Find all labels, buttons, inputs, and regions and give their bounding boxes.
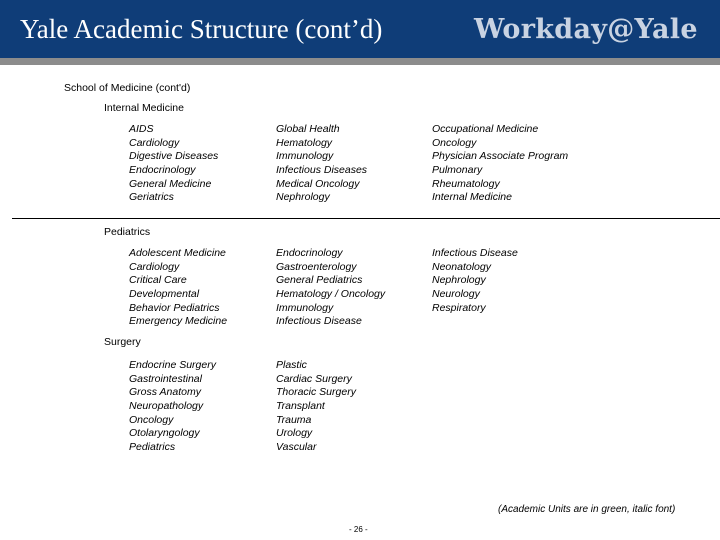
list-item: Neuropathology bbox=[129, 400, 204, 413]
list-item: Endocrine Surgery bbox=[129, 359, 216, 371]
list-item: Cardiology bbox=[129, 136, 180, 149]
section-title-pediatrics: Pediatrics bbox=[104, 226, 151, 238]
list-item: Rheumatology bbox=[432, 177, 500, 190]
list-item: Respiratory bbox=[432, 301, 486, 314]
list-item: Endocrinology bbox=[129, 164, 196, 177]
pediatrics-column-3 bbox=[432, 247, 518, 315]
workday-yale-logo: Workday@Yale bbox=[474, 14, 698, 45]
list-item: Oncology bbox=[129, 413, 174, 426]
pediatrics-column-2 bbox=[276, 247, 385, 329]
internal-medicine-column-3 bbox=[432, 123, 568, 205]
list-item: Emergency Medicine bbox=[129, 315, 228, 328]
section-title-surgery: Surgery bbox=[104, 336, 141, 348]
list-item: Infectious Disease bbox=[276, 315, 362, 328]
list-item: Immunology bbox=[276, 150, 334, 163]
list-item: Thoracic Surgery bbox=[276, 386, 356, 399]
list-item: Urology bbox=[276, 427, 313, 440]
surgery-column-2 bbox=[276, 359, 356, 455]
list-item: Hematology / Oncology bbox=[276, 288, 386, 301]
internal-medicine-column-2 bbox=[276, 123, 367, 205]
list-item: Pulmonary bbox=[432, 164, 483, 177]
list-item: Cardiology bbox=[129, 260, 180, 273]
list-item: Gross Anatomy bbox=[129, 386, 201, 399]
list-item: Infectious Diseases bbox=[276, 164, 368, 177]
list-item: Transplant bbox=[276, 400, 325, 413]
school-title: School of Medicine (cont'd) bbox=[64, 82, 191, 94]
list-item: Vascular bbox=[276, 441, 317, 454]
list-item: Trauma bbox=[276, 413, 312, 426]
footnote: (Academic Units are in green, italic font) bbox=[498, 504, 676, 515]
list-item: Nephrology bbox=[432, 274, 486, 287]
list-item: Pediatrics bbox=[129, 441, 176, 454]
surgery-column-1 bbox=[129, 359, 216, 455]
list-item: Critical Care bbox=[129, 274, 187, 287]
list-item: Infectious Disease bbox=[432, 247, 518, 259]
list-item: Immunology bbox=[276, 301, 334, 314]
list-item: Internal Medicine bbox=[432, 191, 512, 204]
internal-medicine-column-1 bbox=[129, 123, 218, 205]
section-divider bbox=[12, 218, 720, 219]
header-bar bbox=[0, 0, 720, 58]
list-item: Otolaryngology bbox=[129, 427, 200, 440]
list-item: Geriatrics bbox=[129, 191, 174, 204]
list-item: Nephrology bbox=[276, 191, 330, 204]
list-item: Gastroenterology bbox=[276, 260, 357, 273]
list-item: Physician Associate Program bbox=[432, 150, 569, 163]
page-title: Yale Academic Structure (cont’d) bbox=[20, 14, 383, 44]
list-item: Neurology bbox=[432, 288, 480, 301]
list-item: Adolescent Medicine bbox=[129, 247, 226, 259]
list-item: Digestive Diseases bbox=[129, 150, 219, 163]
section-title-internal-medicine: Internal Medicine bbox=[104, 102, 184, 114]
list-item: Neonatology bbox=[432, 260, 491, 273]
list-item: Occupational Medicine bbox=[432, 123, 539, 135]
list-item: Behavior Pediatrics bbox=[129, 301, 220, 314]
list-item: Developmental bbox=[129, 288, 200, 301]
list-item: Cardiac Surgery bbox=[276, 372, 352, 385]
page-number: - 26 - bbox=[349, 525, 368, 534]
list-item: General Pediatrics bbox=[276, 274, 363, 287]
list-item: Endocrinology bbox=[276, 247, 343, 259]
list-item: Plastic bbox=[276, 359, 307, 371]
list-item: General Medicine bbox=[129, 177, 212, 190]
list-item: Gastrointestinal bbox=[129, 372, 202, 385]
list-item: Global Health bbox=[276, 123, 340, 135]
list-item: Hematology bbox=[276, 136, 333, 149]
header-stripe bbox=[0, 58, 720, 65]
list-item: Medical Oncology bbox=[276, 177, 360, 190]
list-item: AIDS bbox=[129, 123, 154, 135]
list-item: Oncology bbox=[432, 136, 477, 149]
pediatrics-column-1 bbox=[129, 247, 227, 329]
